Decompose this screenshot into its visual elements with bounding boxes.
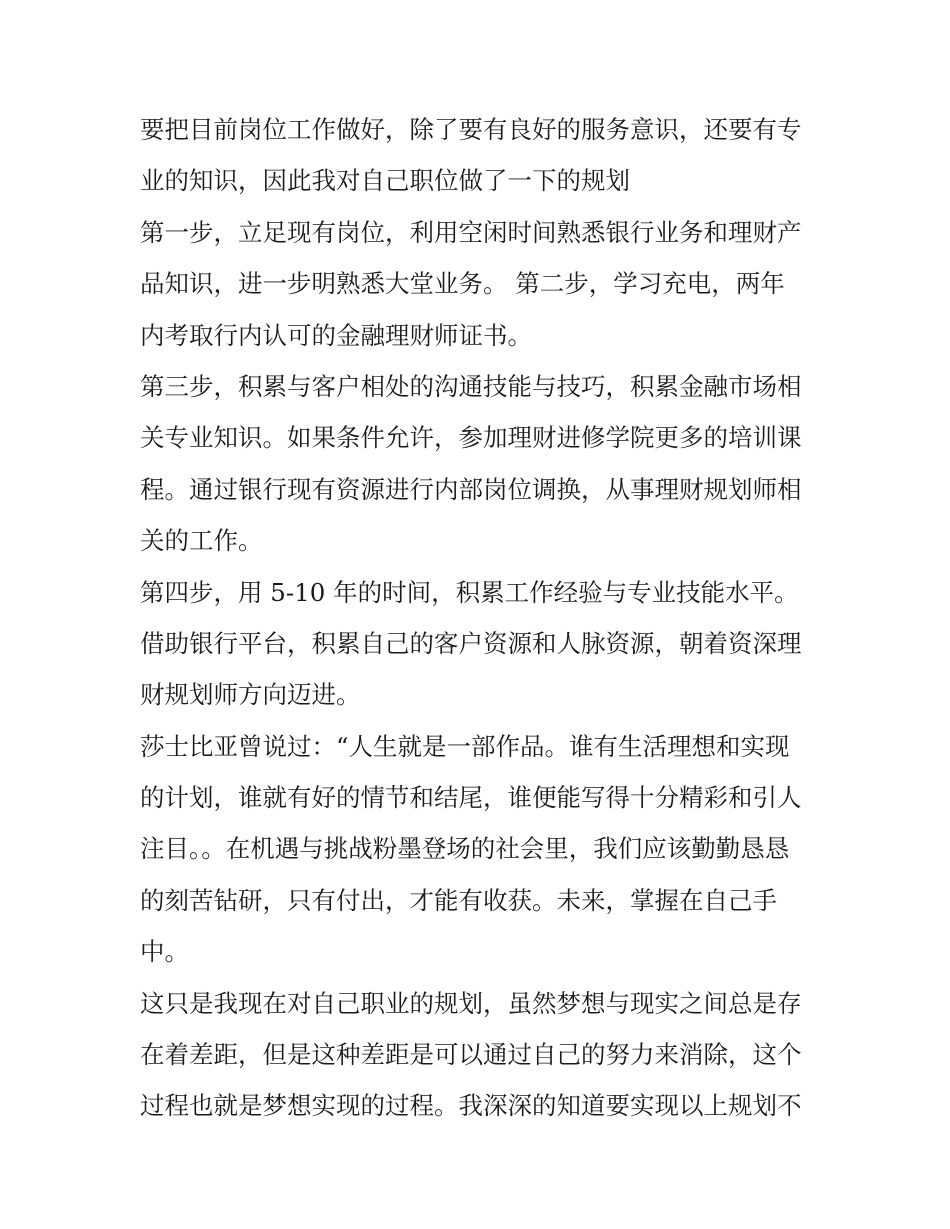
- text-line: 的刻苦钻研，只有付出，才能有收获。未来，掌握在自己手: [140, 885, 777, 915]
- text-line: 的计划，谁就有好的情节和结尾，谁便能写得十分精彩和引人: [140, 783, 802, 813]
- text-line: 要把目前岗位工作做好，除了要有良好的服务意识，还要有专: [140, 115, 802, 144]
- text-line: 在着差距，但是这种差距是可以通过自己的努力来消除，这个: [140, 1040, 802, 1070]
- text-line: 这只是我现在对自己职业的规划，虽然梦想与现实之间总是存: [140, 988, 802, 1018]
- text-line: 关的工作。: [140, 526, 263, 556]
- text-line: 注目。。在机遇与挑战粉墨登场的社会里，我们应该勤勤恳恳: [140, 834, 790, 864]
- text-line: 关专业知识。如果条件允许，参加理财进修学院更多的培训课: [140, 423, 802, 453]
- text-line: 第三步，积累与客户相处的沟通技能与技巧，积累金融市场相: [140, 371, 802, 401]
- text-line: 借助银行平台，积累自己的客户资源和人脉资源，朝着资深理: [140, 628, 802, 658]
- text-line: 第四步，用 5-10 年的时间，积累工作经验与专业技能水平。: [140, 577, 799, 607]
- text-line: 莎士比亚曾说过：“人生就是一部作品。谁有生活理想和实现: [140, 731, 790, 761]
- text-line: 过程也就是梦想实现的过程。我深深的知道要实现以上规划不: [140, 1091, 802, 1121]
- text-line: 财规划师方向迈进。: [140, 680, 361, 710]
- text-line: 程。通过银行现有资源进行内部岗位调换，从事理财规划师相: [140, 474, 802, 504]
- text-line: 中。: [140, 937, 189, 967]
- text-line: 第一步，立足现有岗位，利用空闲时间熟悉银行业务和理财产: [140, 217, 802, 247]
- text-line: 品知识，进一步明熟悉大堂业务。 第二步，学习充电，两年: [140, 269, 785, 299]
- text-line: 内考取行内认可的金融理财师证书。: [140, 320, 532, 350]
- text-line: 业的知识，因此我对自己职位做了一下的规划: [140, 166, 630, 196]
- document-body-text: [140, 104, 820, 1132]
